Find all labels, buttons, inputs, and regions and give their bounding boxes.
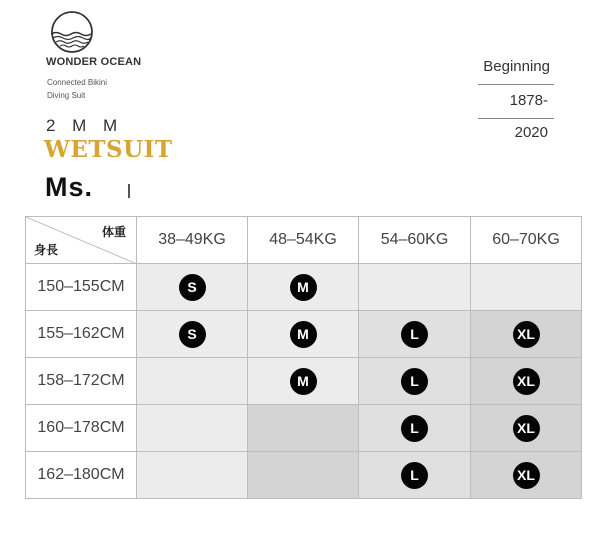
height-range-label: 150–155CM — [26, 264, 137, 311]
size-cell — [359, 452, 471, 499]
size-chart-row — [26, 358, 582, 405]
size-cell — [471, 311, 582, 358]
height-range-label: 160–178CM — [26, 405, 137, 452]
size-cell — [359, 311, 471, 358]
size-badge: M — [290, 321, 317, 348]
size-cell — [137, 264, 248, 311]
size-cell — [248, 311, 359, 358]
size-badge: S — [179, 321, 206, 348]
brand-tagline-line1: Connected Bikini — [47, 78, 108, 87]
size-cell — [471, 452, 582, 499]
size-badge: XL — [513, 321, 540, 348]
size-chart-header-row — [26, 217, 582, 264]
size-cell — [248, 264, 359, 311]
size-chart-row — [26, 311, 582, 358]
size-cell-empty — [137, 358, 248, 405]
size-badge: L — [401, 368, 428, 395]
history-start-year: 1878- — [509, 92, 548, 109]
brand-tagline-line2: Diving Suit — [47, 91, 86, 100]
size-badge: L — [401, 321, 428, 348]
gender-label: Ms. — [45, 172, 94, 202]
history-divider-top — [478, 84, 554, 85]
weight-range-header: 38–49KG — [137, 217, 248, 264]
size-cell-empty — [137, 452, 248, 499]
size-cell — [471, 405, 582, 452]
size-badge: L — [401, 415, 428, 442]
weight-range-header: 48–54KG — [248, 217, 359, 264]
size-badge: XL — [513, 368, 540, 395]
height-range-label: 158–172CM — [26, 358, 137, 405]
size-badge: M — [290, 368, 317, 395]
size-cell-empty — [471, 264, 582, 311]
size-chart-row — [26, 452, 582, 499]
size-chart-row — [26, 405, 582, 452]
product-type-title: WETSUIT — [44, 136, 173, 163]
gender-divider — [128, 184, 130, 198]
weight-axis-label: 体重 — [101, 225, 126, 239]
size-chart-row — [26, 264, 582, 311]
product-thickness: 2 M M — [46, 116, 124, 135]
brand-name: WONDER OCEAN — [46, 56, 142, 68]
size-cell — [359, 405, 471, 452]
history-heading: Beginning — [483, 58, 550, 75]
size-cell-empty — [359, 264, 471, 311]
size-badge: S — [179, 274, 206, 301]
size-chart-corner — [26, 217, 137, 264]
size-cell-empty — [248, 405, 359, 452]
size-cell — [471, 358, 582, 405]
history-divider-bottom — [478, 118, 554, 119]
size-cell-empty — [137, 405, 248, 452]
size-cell — [248, 358, 359, 405]
size-cell-empty — [248, 452, 359, 499]
height-axis-label: 身長 — [34, 243, 59, 257]
weight-range-header: 54–60KG — [359, 217, 471, 264]
size-badge: XL — [513, 415, 540, 442]
sun-over-waves-logo-icon — [44, 10, 100, 54]
size-chart-table — [25, 216, 582, 499]
size-cell — [137, 311, 248, 358]
weight-range-header: 60–70KG — [471, 217, 582, 264]
height-range-label: 162–180CM — [26, 452, 137, 499]
size-cell — [359, 358, 471, 405]
height-range-label: 155–162CM — [26, 311, 137, 358]
size-badge: M — [290, 274, 317, 301]
history-end-year: 2020 — [514, 124, 548, 141]
size-badge: L — [401, 462, 428, 489]
size-badge: XL — [513, 462, 540, 489]
